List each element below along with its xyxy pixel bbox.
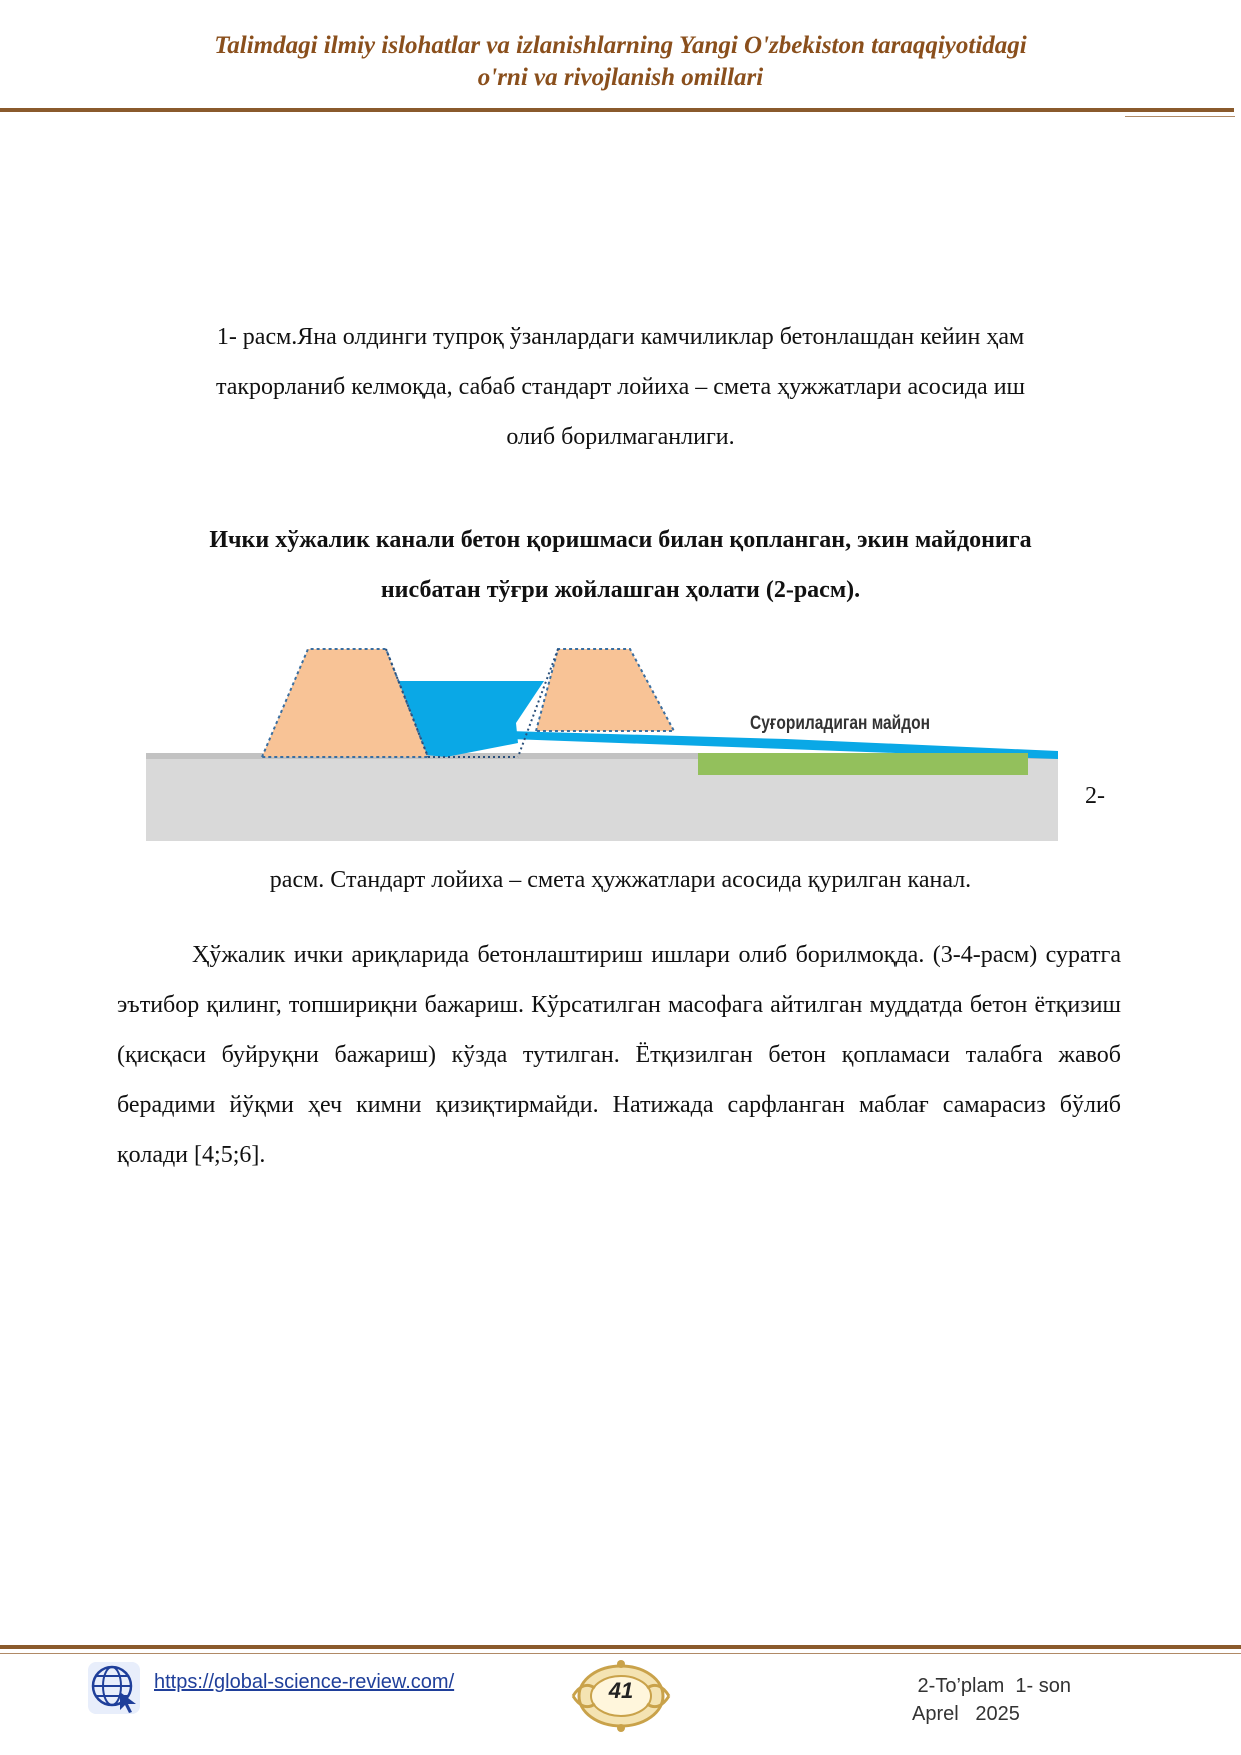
body-paragraph: Ҳўжалик ички ариқларида бетонлаштириш ишлари олиб борилмоқда. (3-4-расм) суратга эътибор қилинг, топшириқни бажариш. Кўрсатилган масофага айтилган муддатда бетон ётқизиш (қисқаси буйруқни бажариш) кўзда тутилган. Ётқизилган бетон қопламаси талабга жавоб берадими йўқми ҳеч кимни қизиқтирмайди. Натижада сарфланган маблағ самарасиз бўлиб қолади [4;5;6].	[117, 942, 1121, 1168]
header-rule-thin	[1125, 116, 1235, 117]
globe-cursor-icon	[88, 1662, 140, 1714]
canal-diagram	[146, 645, 1058, 841]
caption-1-line-3: олиб борилмаганлиги.	[506, 424, 735, 450]
irrigated-field	[698, 753, 1028, 775]
caption-1-line-2: такрорланиб келмоқда, сабаб стандарт лойиха – смета ҳужжатлари асосида иш	[215, 374, 1026, 400]
heading-line-2: нисбатан тўғри жойлашган ҳолати (2-расм).	[380, 577, 861, 603]
issue-date: Aprel 2025	[912, 1703, 1020, 1725]
issue-collection: 2-To’plam 1- son	[912, 1675, 1071, 1697]
left-embankment	[262, 649, 428, 757]
section-heading	[110, 515, 1131, 615]
header-line-1: Talimdagi ilmiy islohatlar va izlanishlarning Yangi O'zbekiston taraqqiyotidagi	[214, 32, 1027, 59]
footer-rule	[0, 1645, 1241, 1649]
figure-2-number: 2-	[1085, 783, 1105, 809]
running-header	[0, 30, 1241, 94]
header-rule	[0, 108, 1234, 112]
heading-line-1: Ички хўжалик канали бетон қоришмаси билан қопланган, экин майдонига	[209, 527, 1032, 553]
figure-2-caption: расм. Стандарт лойиха – смета ҳужжатлари асосида қурилган канал.	[269, 867, 972, 893]
footer-rule-thin	[0, 1653, 1241, 1654]
field-label: Суғориладиган майдон	[750, 713, 930, 734]
caption-1-line-1: 1- расм.Яна олдинги тупроқ ўзанлардаги камчиликлар бетонлашдан кейин ҳам	[216, 324, 1025, 350]
right-embankment	[536, 649, 674, 731]
website-link[interactable]: https://global-science-review.com/	[154, 1671, 455, 1693]
figure-1-caption	[110, 312, 1131, 462]
issue-info	[912, 1672, 1071, 1728]
header-line-2: o'rni va rivojlanish omillari	[477, 64, 764, 91]
page-number: 41	[608, 1678, 634, 1703]
